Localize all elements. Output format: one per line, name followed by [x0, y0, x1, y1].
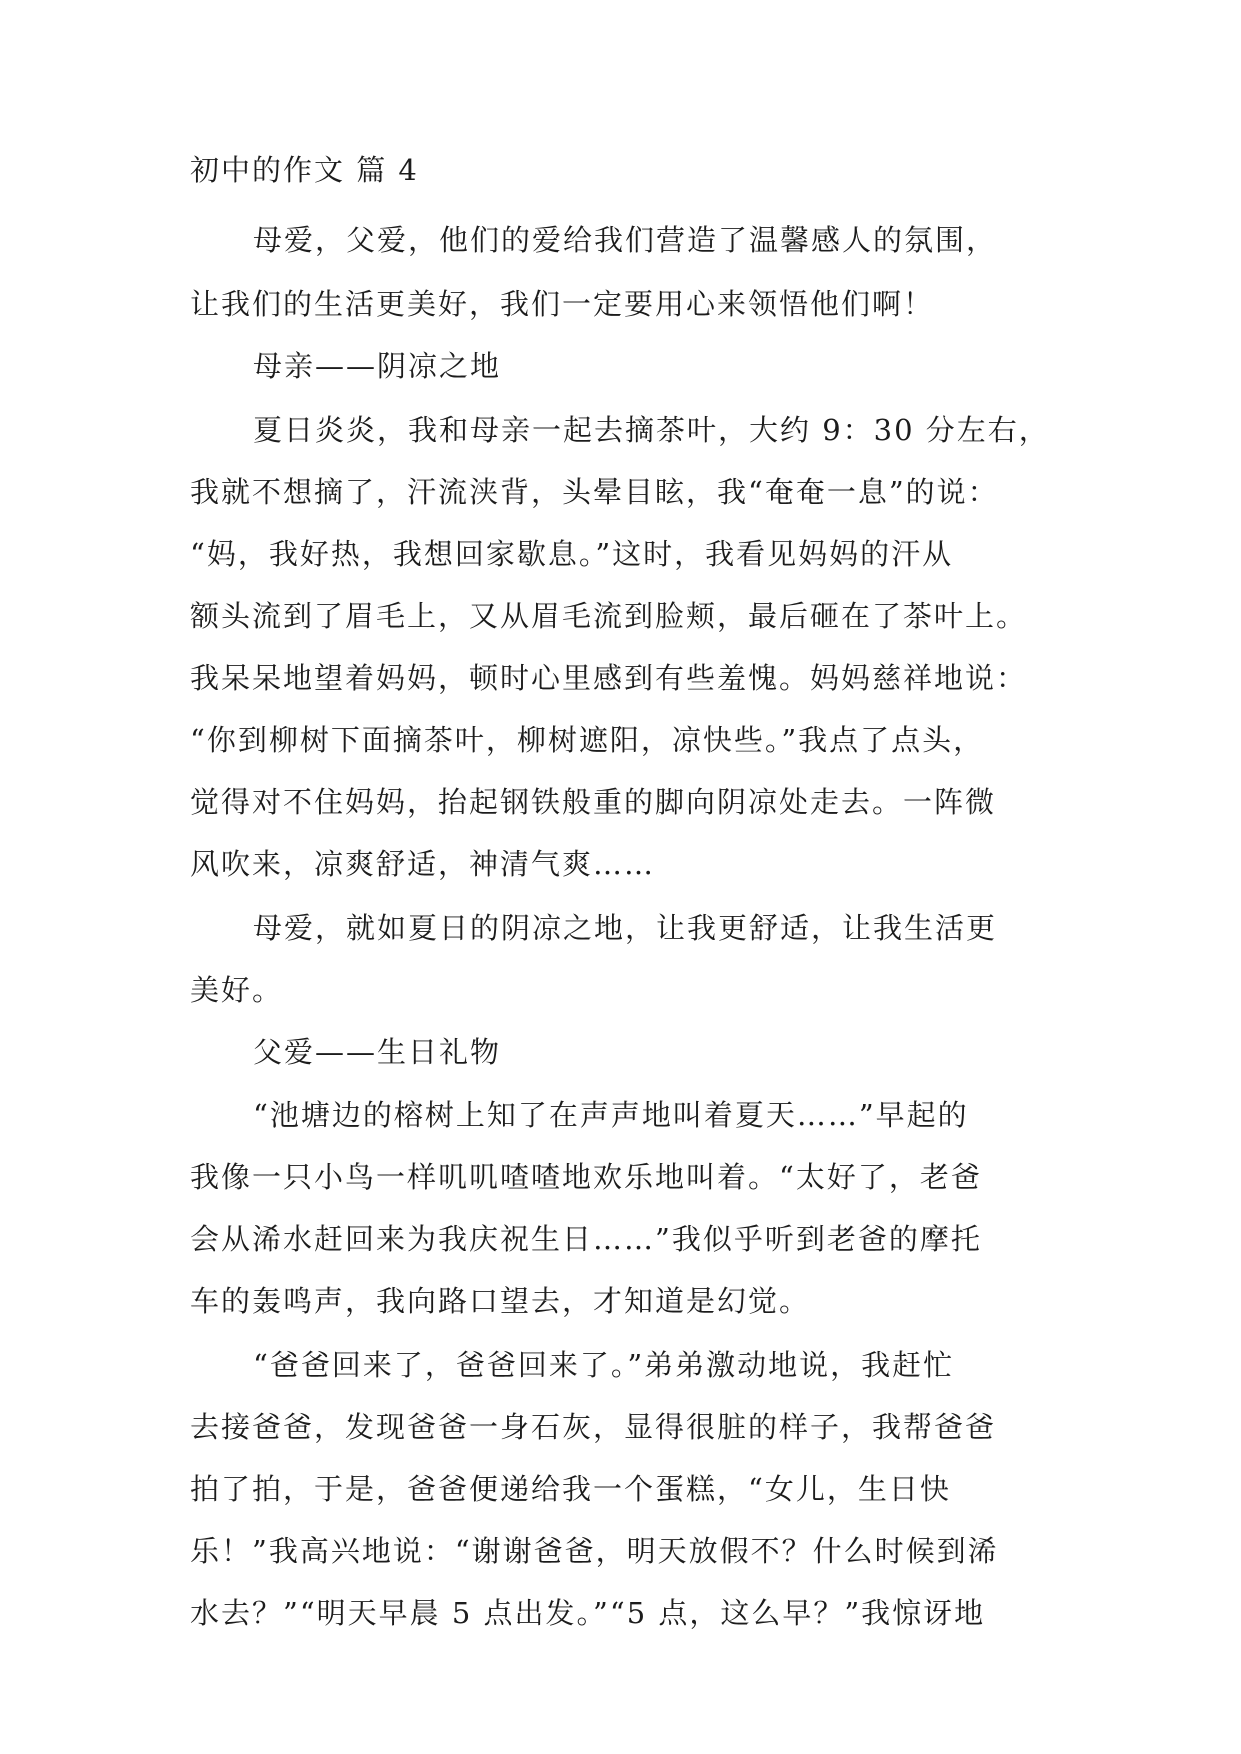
subheading-mother: 母亲——阴凉之地	[253, 349, 502, 383]
text-line: “你到柳树下面摘茶叶，柳树遮阳，凉快些。”我点了点头，	[190, 723, 985, 757]
text-line: 母爱，父爱，他们的爱给我们营造了温馨感人的氛围，	[253, 223, 998, 257]
text-line: 让我们的生活更美好，我们一定要用心来领悟他们啊！	[190, 287, 935, 321]
subheading-father: 父爱——生日礼物	[253, 1035, 502, 1069]
text-line: 我像一只小鸟一样叽叽喳喳地欢乐地叫着。“太好了，老爸	[190, 1160, 982, 1194]
text-line: “妈，我好热，我想回家歇息。”这时，我看见妈妈的汗从	[190, 537, 954, 571]
text-line: 觉得对不住妈妈，抬起钢铁般重的脚向阴凉处走去。一阵微	[190, 785, 997, 819]
text-line: 会从浠水赶回来为我庆祝生日……”我似乎听到老爸的摩托	[190, 1222, 982, 1256]
text-line: 额头流到了眉毛上，又从眉毛流到脸颊，最后砸在了茶叶上。	[190, 599, 1028, 633]
text-line: 拍了拍，于是，爸爸便递给我一个蛋糕，“女儿，生日快	[190, 1472, 951, 1506]
text-line: 去接爸爸，发现爸爸一身石灰，显得很脏的样子，我帮爸爸	[190, 1410, 997, 1444]
text-line: 我就不想摘了，汗流浃背，头晕目眩，我“奄奄一息”的说：	[190, 475, 999, 509]
text-line: “爸爸回来了，爸爸回来了。”弟弟激动地说，我赶忙	[253, 1348, 955, 1382]
text-line: 风吹来，凉爽舒适，神清气爽……	[190, 847, 656, 881]
text-line: 水去？”“明天早晨 5 点出发。”“5 点，这么早？”我惊讶地	[190, 1596, 986, 1630]
text-line: 美好。	[190, 973, 284, 1007]
text-line: 乐！”我高兴地说：“谢谢爸爸，明天放假不？什么时候到浠	[190, 1534, 999, 1568]
text-line: 我呆呆地望着妈妈，顿时心里感到有些羞愧。妈妈慈祥地说：	[190, 661, 1028, 695]
text-line: “池塘边的榕树上知了在声声地叫着夏天……”早起的	[253, 1098, 969, 1132]
text-line: 母爱，就如夏日的阴凉之地，让我更舒适，让我生活更	[253, 911, 998, 945]
text-line: 车的轰鸣声，我向路口望去，才知道是幻觉。	[190, 1284, 811, 1318]
text-line: 夏日炎炎，我和母亲一起去摘茶叶，大约 9：30 分左右，	[253, 413, 1050, 447]
section-heading: 初中的作文 篇 4	[190, 153, 419, 187]
